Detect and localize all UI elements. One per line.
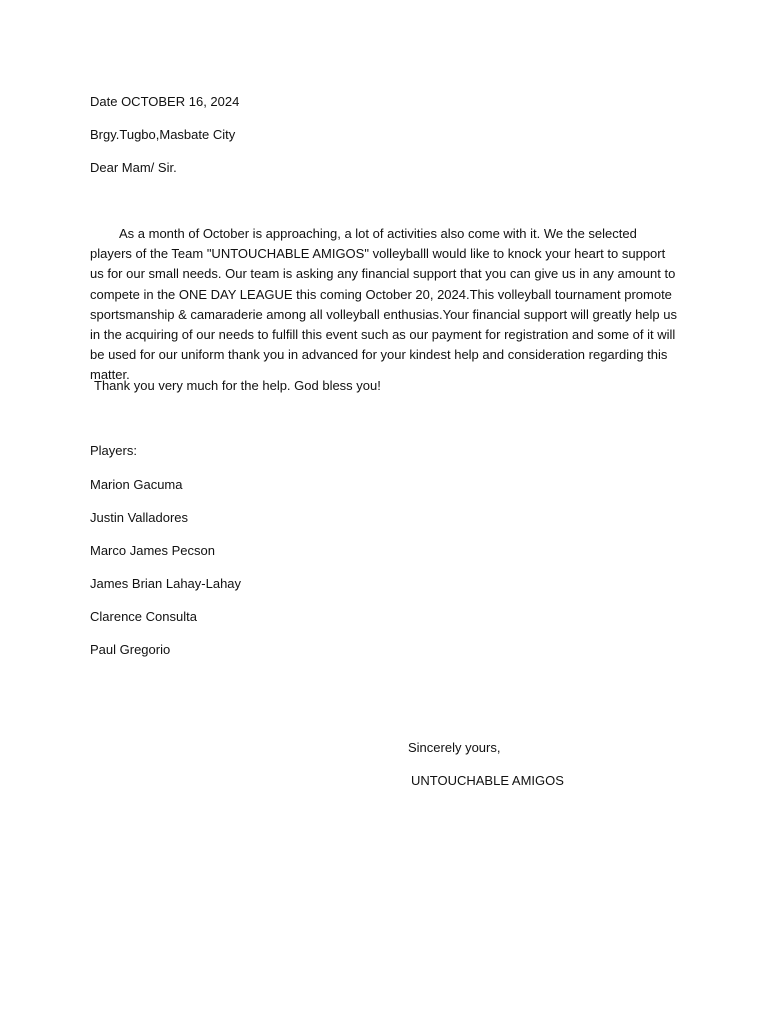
letter-date: Date OCTOBER 16, 2024 [90,94,240,109]
players-heading: Players: [90,443,137,458]
letter-salutation: Dear Mam/ Sir. [90,160,177,175]
player-name: Clarence Consulta [90,609,197,624]
player-name: Paul Gregorio [90,642,171,657]
player-name: James Brian Lahay-Lahay [90,576,242,591]
player-name: Marco James Pecson [90,543,215,558]
player-name: Justin Valladores [90,510,189,525]
player-name: Marion Gacuma [90,477,183,492]
letter-address: Brgy.Tugbo,Masbate City [90,127,236,142]
letter-closing: Sincerely yours, [408,740,501,755]
letter-body-paragraph: As a month of October is approaching, a lot of activities also come with it. We the selected players of the Team "UNTOUCHABLE AMIGOS" volleyballl would like to knock your heart to support us for our small needs. Our team is asking any financial support that you can give us in any amount to compete in the ONE DAY LEAGUE this coming October 20, 2024.This volleyball tournament promote sportsmanship & camaraderie among all volleyball enthusias.Your financial support will greatly help us in the acquiring of our needs to fulfill this event such as our payment for registration and some of it will be used for our uniform thank you in advanced for your kindest help and consideration regarding this matter. [90,226,677,383]
letter-signature: UNTOUCHABLE AMIGOS [411,773,564,788]
letter-thanks: Thank you very much for the help. God bless you! [94,378,381,393]
players-list [90,477,241,675]
